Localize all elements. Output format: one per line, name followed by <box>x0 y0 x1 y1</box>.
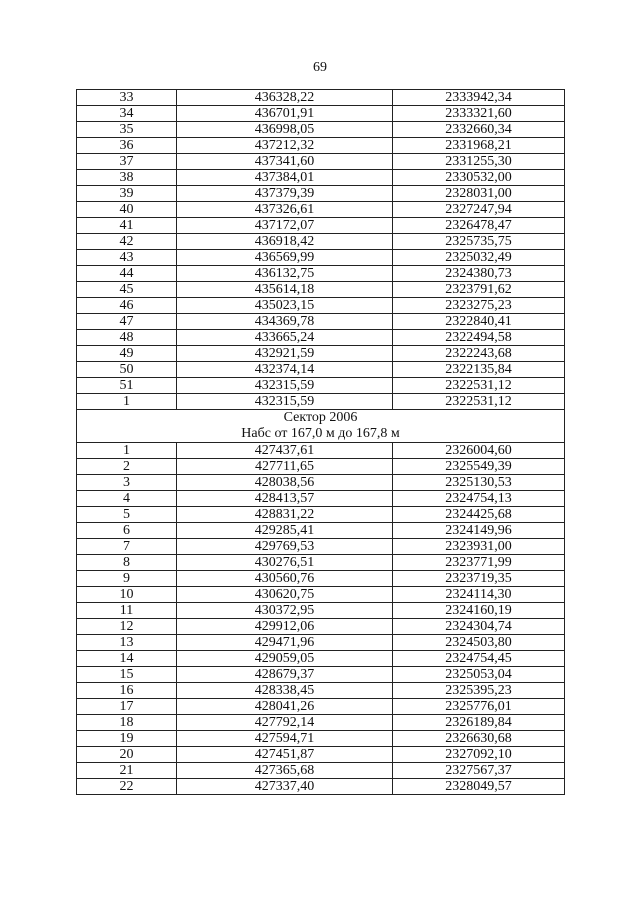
x-coordinate-cell: 437379,39 <box>177 186 393 202</box>
x-coordinate-cell: 437172,07 <box>177 218 393 234</box>
table-row <box>77 250 565 266</box>
x-coordinate-cell: 437341,60 <box>177 154 393 170</box>
table-row <box>77 603 565 619</box>
x-coordinate-cell: 436569,99 <box>177 250 393 266</box>
table-row <box>77 394 565 410</box>
table-row <box>77 747 565 763</box>
x-coordinate-cell: 432315,59 <box>177 378 393 394</box>
point-number-cell: 47 <box>77 314 177 330</box>
y-coordinate-cell: 2325053,04 <box>393 667 565 683</box>
point-number-cell: 9 <box>77 571 177 587</box>
x-coordinate-cell: 436328,22 <box>177 90 393 106</box>
y-coordinate-cell: 2324380,73 <box>393 266 565 282</box>
x-coordinate-cell: 427337,40 <box>177 779 393 795</box>
x-coordinate-cell: 430560,76 <box>177 571 393 587</box>
x-coordinate-cell: 429285,41 <box>177 523 393 539</box>
y-coordinate-cell: 2322243,68 <box>393 346 565 362</box>
y-coordinate-cell: 2324149,96 <box>393 523 565 539</box>
y-coordinate-cell: 2322531,12 <box>393 394 565 410</box>
table-row <box>77 683 565 699</box>
y-coordinate-cell: 2323931,00 <box>393 539 565 555</box>
y-coordinate-cell: 2332660,34 <box>393 122 565 138</box>
point-number-cell: 46 <box>77 298 177 314</box>
table-row <box>77 106 565 122</box>
point-number-cell: 18 <box>77 715 177 731</box>
y-coordinate-cell: 2322531,12 <box>393 378 565 394</box>
point-number-cell: 2 <box>77 459 177 475</box>
table-row <box>77 619 565 635</box>
table-row <box>77 362 565 378</box>
sector-header <box>77 410 565 443</box>
point-number-cell: 13 <box>77 635 177 651</box>
table-row <box>77 667 565 683</box>
x-coordinate-cell: 430372,95 <box>177 603 393 619</box>
y-coordinate-cell: 2333321,60 <box>393 106 565 122</box>
table-row <box>77 170 565 186</box>
sector-subtitle: Набс от 167,0 м до 167,8 м <box>241 426 400 441</box>
x-coordinate-cell: 429769,53 <box>177 539 393 555</box>
table-row <box>77 378 565 394</box>
point-number-cell: 33 <box>77 90 177 106</box>
y-coordinate-cell: 2324425,68 <box>393 507 565 523</box>
y-coordinate-cell: 2323275,23 <box>393 298 565 314</box>
point-number-cell: 6 <box>77 523 177 539</box>
table-row <box>77 763 565 779</box>
point-number-cell: 34 <box>77 106 177 122</box>
table-row <box>77 202 565 218</box>
y-coordinate-cell: 2325395,23 <box>393 683 565 699</box>
x-coordinate-cell: 429059,05 <box>177 651 393 667</box>
coordinates-table <box>76 89 565 795</box>
x-coordinate-cell: 430620,75 <box>177 587 393 603</box>
point-number-cell: 37 <box>77 154 177 170</box>
point-number-cell: 3 <box>77 475 177 491</box>
y-coordinate-cell: 2325032,49 <box>393 250 565 266</box>
table-row <box>77 122 565 138</box>
point-number-cell: 12 <box>77 619 177 635</box>
y-coordinate-cell: 2323791,62 <box>393 282 565 298</box>
y-coordinate-cell: 2324114,30 <box>393 587 565 603</box>
y-coordinate-cell: 2331255,30 <box>393 154 565 170</box>
x-coordinate-cell: 436918,42 <box>177 234 393 250</box>
sector-header-row <box>77 410 565 443</box>
table-row <box>77 346 565 362</box>
table-row <box>77 218 565 234</box>
y-coordinate-cell: 2323719,35 <box>393 571 565 587</box>
point-number-cell: 21 <box>77 763 177 779</box>
y-coordinate-cell: 2327567,37 <box>393 763 565 779</box>
y-coordinate-cell: 2324503,80 <box>393 635 565 651</box>
y-coordinate-cell: 2331968,21 <box>393 138 565 154</box>
x-coordinate-cell: 433665,24 <box>177 330 393 346</box>
x-coordinate-cell: 432921,59 <box>177 346 393 362</box>
table-row <box>77 266 565 282</box>
x-coordinate-cell: 427711,65 <box>177 459 393 475</box>
point-number-cell: 36 <box>77 138 177 154</box>
x-coordinate-cell: 437384,01 <box>177 170 393 186</box>
point-number-cell: 10 <box>77 587 177 603</box>
y-coordinate-cell: 2325549,39 <box>393 459 565 475</box>
y-coordinate-cell: 2322494,58 <box>393 330 565 346</box>
x-coordinate-cell: 435614,18 <box>177 282 393 298</box>
y-coordinate-cell: 2325130,53 <box>393 475 565 491</box>
table-top-body <box>77 90 565 410</box>
x-coordinate-cell: 427365,68 <box>177 763 393 779</box>
x-coordinate-cell: 427594,71 <box>177 731 393 747</box>
point-number-cell: 41 <box>77 218 177 234</box>
table-row <box>77 731 565 747</box>
table-row <box>77 651 565 667</box>
y-coordinate-cell: 2324754,45 <box>393 651 565 667</box>
y-coordinate-cell: 2326004,60 <box>393 443 565 459</box>
y-coordinate-cell: 2327092,10 <box>393 747 565 763</box>
point-number-cell: 40 <box>77 202 177 218</box>
x-coordinate-cell: 428679,37 <box>177 667 393 683</box>
point-number-cell: 4 <box>77 491 177 507</box>
x-coordinate-cell: 427437,61 <box>177 443 393 459</box>
sector-title: Сектор 2006 <box>283 410 358 425</box>
table-row <box>77 523 565 539</box>
x-coordinate-cell: 436132,75 <box>177 266 393 282</box>
y-coordinate-cell: 2328031,00 <box>393 186 565 202</box>
table-row <box>77 699 565 715</box>
point-number-cell: 15 <box>77 667 177 683</box>
table-row <box>77 539 565 555</box>
y-coordinate-cell: 2333942,34 <box>393 90 565 106</box>
point-number-cell: 17 <box>77 699 177 715</box>
point-number-cell: 45 <box>77 282 177 298</box>
point-number-cell: 44 <box>77 266 177 282</box>
table-row <box>77 491 565 507</box>
point-number-cell: 14 <box>77 651 177 667</box>
y-coordinate-cell: 2325776,01 <box>393 699 565 715</box>
table-row <box>77 571 565 587</box>
point-number-cell: 49 <box>77 346 177 362</box>
x-coordinate-cell: 436998,05 <box>177 122 393 138</box>
y-coordinate-cell: 2328049,57 <box>393 779 565 795</box>
point-number-cell: 39 <box>77 186 177 202</box>
table-row <box>77 443 565 459</box>
point-number-cell: 11 <box>77 603 177 619</box>
point-number-cell: 19 <box>77 731 177 747</box>
x-coordinate-cell: 428041,26 <box>177 699 393 715</box>
table-row <box>77 715 565 731</box>
table-bottom-body <box>77 443 565 795</box>
x-coordinate-cell: 427792,14 <box>177 715 393 731</box>
table-row <box>77 314 565 330</box>
x-coordinate-cell: 429912,06 <box>177 619 393 635</box>
x-coordinate-cell: 437212,32 <box>177 138 393 154</box>
point-number-cell: 38 <box>77 170 177 186</box>
table-row <box>77 635 565 651</box>
point-number-cell: 1 <box>77 443 177 459</box>
page-number: 69 <box>313 60 327 75</box>
point-number-cell: 22 <box>77 779 177 795</box>
y-coordinate-cell: 2324304,74 <box>393 619 565 635</box>
x-coordinate-cell: 434369,78 <box>177 314 393 330</box>
x-coordinate-cell: 428338,45 <box>177 683 393 699</box>
y-coordinate-cell: 2326189,84 <box>393 715 565 731</box>
table-row <box>77 330 565 346</box>
x-coordinate-cell: 428831,22 <box>177 507 393 523</box>
x-coordinate-cell: 432315,59 <box>177 394 393 410</box>
point-number-cell: 5 <box>77 507 177 523</box>
y-coordinate-cell: 2326630,68 <box>393 731 565 747</box>
x-coordinate-cell: 428038,56 <box>177 475 393 491</box>
y-coordinate-cell: 2330532,00 <box>393 170 565 186</box>
x-coordinate-cell: 430276,51 <box>177 555 393 571</box>
point-number-cell: 50 <box>77 362 177 378</box>
x-coordinate-cell: 436701,91 <box>177 106 393 122</box>
x-coordinate-cell: 428413,57 <box>177 491 393 507</box>
sector-title-cell <box>77 410 565 443</box>
point-number-cell: 1 <box>77 394 177 410</box>
point-number-cell: 7 <box>77 539 177 555</box>
table-row <box>77 186 565 202</box>
x-coordinate-cell: 427451,87 <box>177 747 393 763</box>
y-coordinate-cell: 2324754,13 <box>393 491 565 507</box>
point-number-cell: 42 <box>77 234 177 250</box>
x-coordinate-cell: 437326,61 <box>177 202 393 218</box>
x-coordinate-cell: 429471,96 <box>177 635 393 651</box>
x-coordinate-cell: 432374,14 <box>177 362 393 378</box>
table-row <box>77 234 565 250</box>
point-number-cell: 8 <box>77 555 177 571</box>
table-row <box>77 587 565 603</box>
table-row <box>77 138 565 154</box>
y-coordinate-cell: 2322840,41 <box>393 314 565 330</box>
y-coordinate-cell: 2327247,94 <box>393 202 565 218</box>
y-coordinate-cell: 2324160,19 <box>393 603 565 619</box>
point-number-cell: 43 <box>77 250 177 266</box>
y-coordinate-cell: 2325735,75 <box>393 234 565 250</box>
x-coordinate-cell: 435023,15 <box>177 298 393 314</box>
table-row <box>77 90 565 106</box>
table-row <box>77 507 565 523</box>
point-number-cell: 20 <box>77 747 177 763</box>
table-row <box>77 459 565 475</box>
point-number-cell: 51 <box>77 378 177 394</box>
table-row <box>77 555 565 571</box>
y-coordinate-cell: 2326478,47 <box>393 218 565 234</box>
table-row <box>77 475 565 491</box>
point-number-cell: 16 <box>77 683 177 699</box>
table-row <box>77 298 565 314</box>
y-coordinate-cell: 2322135,84 <box>393 362 565 378</box>
y-coordinate-cell: 2323771,99 <box>393 555 565 571</box>
table-row <box>77 154 565 170</box>
point-number-cell: 35 <box>77 122 177 138</box>
table-row <box>77 282 565 298</box>
point-number-cell: 48 <box>77 330 177 346</box>
table-row <box>77 779 565 795</box>
